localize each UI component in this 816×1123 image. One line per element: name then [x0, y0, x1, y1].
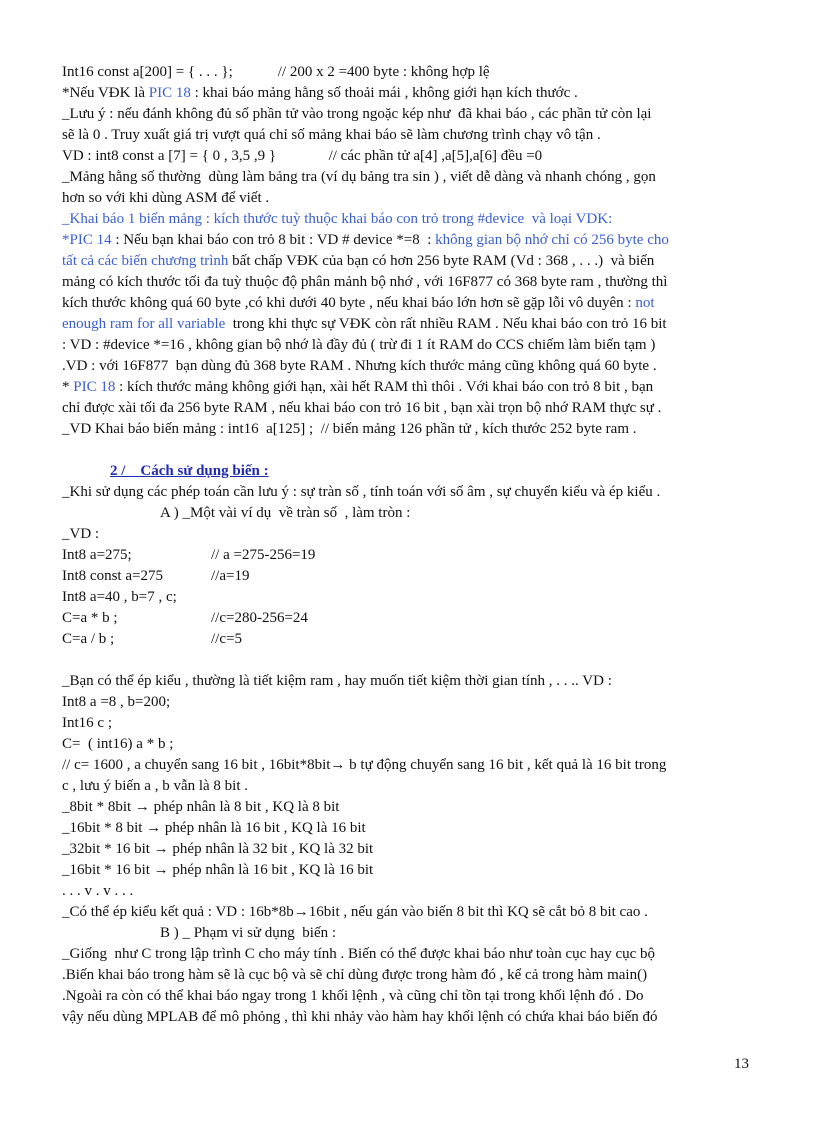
page-number: 13	[734, 1056, 749, 1072]
text-line: _VD Khai báo biến mảng : int16 a[125] ; // biến mảng 126 phần tử , kích thước 252 byte ram .	[62, 421, 637, 437]
text-line: _Khai báo 1 biến mảng : kích thước tuỳ thuộc khai báo con trỏ trong #device và loại VDK:	[62, 211, 613, 227]
text-line: vậy nếu dùng MPLAB để mô phỏng , thì khi nhảy vào hàm hay khối lệnh có chứa khai báo biến đó	[62, 1009, 658, 1025]
code-comment: //c=5	[211, 631, 242, 647]
code-line: C=a * b ;	[62, 610, 118, 626]
code-line: C= ( int16) a * b ;	[62, 736, 174, 752]
text-line: chỉ được xài tối đa 256 byte RAM , nếu khai báo con trỏ 16 bit , bạn xài trọn bộ nhớ RAM thực sự .	[62, 400, 662, 416]
text-line: _8bit * 8bit → phép nhân là 8 bit , KQ là 8 bit	[62, 799, 340, 815]
text-line: _Mảng hằng số thường dùng làm bảng tra (ví dụ bảng tra sin ) , viết dễ dàng và nhanh chóng , gọn	[62, 169, 656, 185]
text-line: .Ngoài ra còn có thể khai báo ngay trong 1 khối lệnh , và cũng chỉ tồn tại trong khối lệnh đó . Do	[62, 988, 644, 1004]
text-line: enough ram for all variable trong khi thực sự VĐK còn rất nhiều RAM . Nếu khai báo con trỏ 16 bit	[62, 316, 667, 332]
code-line: Int16 c ;	[62, 715, 112, 731]
text-line: VD : int8 const a [7] = { 0 , 3,5 ,9 } // các phần tử a[4] ,a[5],a[6] đều =0	[62, 148, 543, 164]
section-heading: 2 / Cách sử dụng biến :	[110, 463, 269, 479]
text-line: *PIC 14 : Nếu bạn khai báo con trỏ 8 bit : VD # device *=8 : không gian bộ nhớ chỉ có 256 byte cho	[62, 232, 669, 248]
text-line: _VD :	[62, 526, 100, 542]
code-comment: //a=19	[211, 568, 250, 584]
code-line: Int8 a=275;	[62, 547, 132, 563]
code-line: C=a / b ;	[62, 631, 115, 647]
text-line: . . . v . v . . .	[62, 883, 134, 899]
link-text: PIC 18	[148, 85, 191, 101]
text-line: hơn so với khi dùng ASM để viết .	[62, 190, 270, 206]
code-line: Int8 const a=275	[62, 568, 163, 584]
subsection-heading: A ) _Một vài ví dụ về tràn số , làm tròn :	[160, 505, 411, 521]
text-line: tất cả các biến chương trình bất chấp VĐK của bạn có hơn 256 byte RAM (Vd : 368 , . . .) và biến	[62, 253, 655, 269]
text-line: _Có thể ép kiểu kết quả : VD : 16b*8b→16bit , nếu gán vào biến 8 bit thì KQ sẽ cắt bỏ 8 bit cao .	[62, 904, 648, 920]
text-line: * PIC 18 : kích thước mảng không giới hạn, xài hết RAM thì thôi . Với khai báo con trỏ 8 bit , bạn	[62, 379, 654, 395]
text-line: kích thước không quá 60 byte ,có khi dưới 40 byte , nếu khai báo lớn hơn sẽ gặp lỗi vô duyên : not	[62, 295, 655, 311]
text-line: _Bạn có thể ép kiểu , thường là tiết kiệm ram , hay muốn tiết kiệm thời gian tính , . . .. VD :	[62, 673, 612, 689]
text-line: *Nếu VĐK là PIC 18 : khai báo mảng hằng số thoải mái , không giới hạn kích thước .	[62, 85, 578, 101]
text-line: _16bit * 8 bit → phép nhân là 16 bit , KQ là 16 bit	[62, 820, 366, 836]
code-comment: //c=280-256=24	[211, 610, 308, 626]
text-line: .Biến khai báo trong hàm sẽ là cục bộ và sẽ chỉ dùng được trong hàm đó , kể cả trong hàm main()	[62, 967, 648, 983]
text-line: : VD : #device *=16 , không gian bộ nhớ là đầy đủ ( trừ đi 1 ít RAM do CCS chiếm làm biến tạm )	[62, 337, 656, 353]
text-line: // c= 1600 , a chuyển sang 16 bit , 16bit*8bit→ b tự động chuyển sang 16 bit , kết quả là 16 bit trong	[62, 757, 667, 773]
text-line: _32bit * 16 bit → phép nhân là 32 bit , KQ là 32 bit	[62, 841, 374, 857]
text-line: c , lưu ý biến a , b vẫn là 8 bit .	[62, 778, 249, 794]
text-line: sẽ là 0 . Truy xuất giá trị vượt quá chỉ số mảng khai báo sẽ làm chương trình chạy vô tận .	[62, 127, 601, 143]
code-line: Int8 a=40 , b=7 , c;	[62, 589, 177, 605]
text-line: _16bit * 16 bit → phép nhân là 16 bit , KQ là 16 bit	[62, 862, 374, 878]
text-line: Int16 const a[200] = { . . . }; // 200 x 2 =400 byte : không hợp lệ	[62, 64, 490, 80]
code-line: Int8 a =8 , b=200;	[62, 694, 171, 710]
code-comment: // a =275-256=19	[211, 547, 316, 563]
text-line: mảng có kích thước tối đa tuỳ thuộc độ phân mảnh bộ nhớ , với 16F877 có 368 byte ram , thường thì	[62, 274, 668, 290]
subsection-heading: B ) _ Phạm vi sử dụng biến :	[160, 925, 337, 941]
text-line: _Khi sử dụng các phép toán cần lưu ý : sự tràn số , tính toán với số âm , sự chuyển kiểu và ép kiểu .	[62, 484, 661, 500]
text-line: _Lưu ý : nếu đánh không đủ số phần tử vào trong ngoặc kép như đã khai báo , các phần tử còn lại	[62, 106, 652, 122]
text-line: .VD : với 16F877 bạn dùng đủ 368 byte RAM . Nhưng kích thước mảng cũng không quá 60 byte .	[62, 358, 657, 374]
text-line: _Giống như C trong lập trình C cho máy tính . Biến có thể được khai báo như toàn cục hay cục bộ	[62, 946, 656, 962]
